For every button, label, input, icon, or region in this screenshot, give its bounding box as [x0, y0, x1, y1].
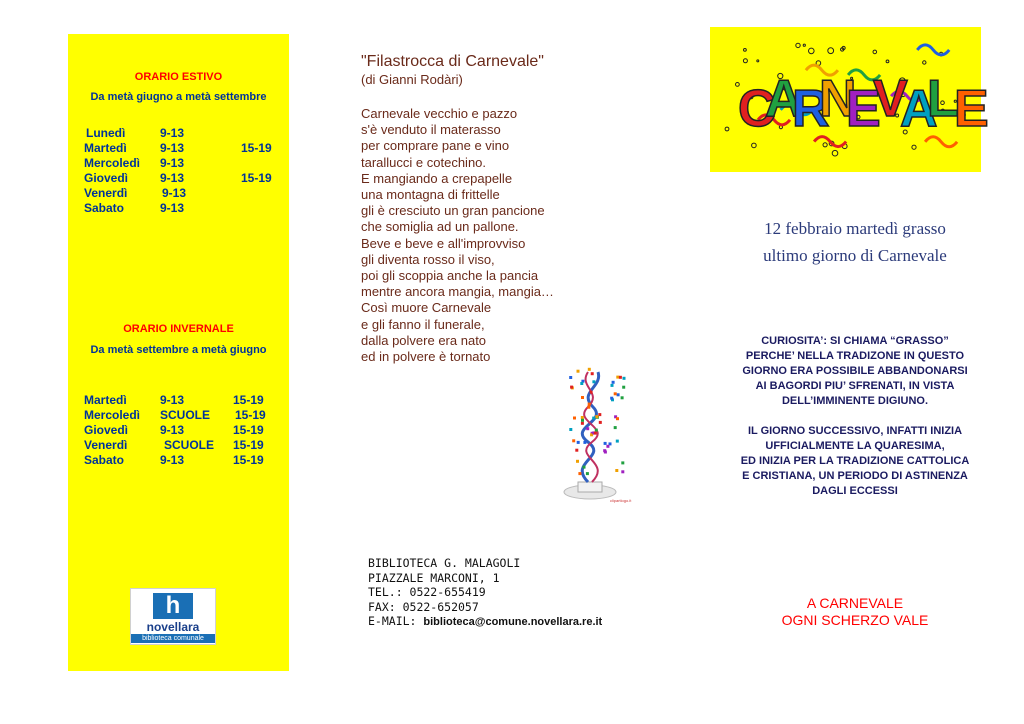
poem-line: s'è venduto il materasso — [361, 122, 501, 138]
confetti-piece — [586, 472, 589, 475]
poem-line: Beve e beve e all'improvviso — [361, 235, 526, 251]
logo-mark — [153, 593, 193, 619]
banner-letter: E — [954, 80, 989, 138]
schedule-morning: 9-13 — [160, 453, 185, 467]
streamer — [925, 137, 957, 147]
confetti-piece — [616, 417, 619, 420]
confetti-ring — [886, 60, 889, 63]
confetti-piece — [572, 439, 575, 442]
logo-tagline: biblioteca comunale — [131, 634, 215, 643]
confetti-piece — [575, 449, 578, 452]
address-fax: FAX: 0522-652057 — [368, 599, 479, 614]
confetti-spiral-illustration — [548, 362, 648, 512]
confetti-piece — [577, 370, 580, 373]
schedule-day: Mercoledì — [84, 408, 141, 422]
poem-line: gli diventa rosso il viso, — [361, 251, 495, 267]
confetti-ring — [803, 44, 805, 46]
poem-line: Così muore Carnevale — [361, 300, 492, 316]
summer-schedule — [84, 126, 284, 216]
logo-mark-letter: h — [165, 592, 181, 619]
curiosity-line: AI BAGORDI PIU’ SFRENATI, IN VISTA — [755, 380, 955, 392]
confetti-piece — [570, 386, 573, 389]
motto-line-2: OGNI SCHERZO VALE — [781, 612, 929, 628]
summer-hours-title: ORARIO ESTIVO — [134, 71, 223, 83]
winter-hours-period: Da metà settembre a metà giugno — [90, 344, 267, 356]
schedule-morning: 9-13 — [160, 171, 185, 185]
schedule-morning: 9-13 — [160, 393, 185, 407]
winter-hours-title: ORARIO INVERNALE — [123, 323, 234, 335]
motto-line-1: A CARNEVALE — [806, 595, 904, 611]
confetti-ring — [743, 59, 747, 63]
curiosity-line: CURIOSITA’: SI CHIAMA “GRASSO” — [761, 335, 949, 347]
streamer — [917, 45, 949, 55]
confetti-piece — [569, 376, 572, 379]
confetti-piece — [603, 449, 606, 452]
curiosity-text — [690, 334, 1020, 409]
schedule-day: Giovedì — [84, 171, 129, 185]
confetti-ring — [923, 61, 926, 64]
banner-letter: V — [873, 70, 908, 128]
confetti-piece — [612, 381, 615, 384]
confetti-piece — [588, 368, 591, 371]
confetti-piece — [610, 397, 613, 400]
poem-author: (di Gianni Rodàri) — [361, 72, 463, 87]
curiosity-line: PERCHE’ NELLA TRADIZONE IN QUESTO — [745, 350, 965, 362]
schedule-afternoon: 15-19 — [235, 408, 266, 422]
confetti-piece — [611, 384, 614, 387]
confetti-piece — [616, 376, 619, 379]
schedule-day: Sabato — [84, 453, 125, 467]
schedule-morning: 9-13 — [160, 201, 185, 215]
opening-hours-panel — [68, 34, 289, 671]
schedule-morning: 9-13 — [162, 186, 187, 200]
poem-line: e gli fanno il funerale, — [361, 316, 485, 332]
address-phone: TEL.: 0522-655419 — [368, 585, 486, 599]
confetti-piece — [591, 372, 594, 375]
schedule-afternoon: 15-19 — [233, 423, 264, 437]
schedule-day: Mercoledì — [84, 156, 141, 170]
schedule-morning: SCUOLE — [164, 438, 215, 452]
confetti-ring — [757, 60, 759, 62]
confetti-piece — [595, 415, 598, 418]
schedule-row — [84, 126, 284, 141]
schedule-morning: 9-13 — [160, 156, 185, 170]
confetti-piece — [587, 406, 590, 409]
poem-text — [361, 106, 554, 365]
schedule-row — [84, 438, 284, 453]
schedule-afternoon: 15-19 — [241, 141, 272, 155]
schedule-row — [84, 141, 284, 156]
banner-letters — [738, 70, 989, 138]
confetti-ring — [725, 127, 729, 131]
confetti-piece — [599, 421, 602, 424]
confetti-piece — [590, 391, 593, 394]
email-label: E-MAIL: — [368, 614, 424, 628]
confetti-piece — [614, 426, 617, 429]
confetti-ring — [752, 143, 757, 148]
curiosity-line: GIORNO ERA POSSIBILE ABBANDONARSI — [742, 365, 968, 377]
confetti-piece — [617, 393, 620, 396]
confetti-piece — [592, 417, 595, 420]
carnevale-banner — [710, 27, 989, 172]
library-address — [368, 556, 602, 630]
carnevale-lettering — [710, 27, 989, 172]
confetti-ring — [744, 49, 747, 52]
poem-line: poi gli scoppia anche la pancia — [361, 268, 539, 284]
lent-line: E CRISTIANA, UN PERIODO DI ASTINENZA — [742, 470, 968, 482]
confetti-piece — [578, 472, 581, 475]
confetti-piece — [621, 470, 624, 473]
banner-letter: C — [738, 80, 776, 138]
confetti-piece — [604, 442, 607, 445]
poem-line: tarallucci e cotechino. — [361, 154, 487, 170]
schedule-day: Lunedì — [86, 126, 126, 140]
confetti-piece — [621, 396, 624, 399]
banner-letter: A — [900, 80, 938, 138]
confetti-piece — [581, 419, 584, 422]
poem-line: per comprare pane e vino — [361, 138, 510, 154]
confetti-piece — [614, 392, 617, 395]
confetti-piece — [581, 396, 584, 399]
banner-letter: L — [927, 70, 959, 128]
confetti-ring — [809, 48, 815, 54]
poem-line: dalla polvere era nato — [361, 332, 487, 348]
confetti-ring — [828, 48, 834, 54]
schedule-row — [84, 171, 284, 186]
confetti-piece — [583, 466, 586, 469]
confetti-piece — [577, 441, 580, 444]
schedule-afternoon: 15-19 — [241, 171, 272, 185]
banner-letter: E — [846, 80, 881, 138]
schedule-morning: 9-13 — [160, 141, 185, 155]
banner-letter: A — [765, 70, 803, 128]
confetti-piece — [623, 377, 626, 380]
logo-brand: novellara — [146, 620, 200, 634]
poem-line: ed in polvere è tornato — [361, 349, 491, 365]
schedule-day: Martedì — [84, 393, 127, 407]
confetti-piece — [615, 469, 618, 472]
summer-hours-period: Da metà giugno a metà settembre — [90, 91, 267, 103]
confetti-piece — [592, 380, 595, 383]
lent-line: IL GIORNO SUCCESSIVO, INFATTI INIZIA — [747, 425, 963, 437]
schedule-row — [84, 186, 284, 201]
motto — [690, 595, 1020, 629]
lent-line: UFFICIALMENTE LA QUARESIMA, — [765, 440, 945, 452]
schedule-row — [84, 423, 284, 438]
schedule-afternoon: 15-19 — [233, 393, 264, 407]
confetti-piece — [576, 460, 579, 463]
lent-text — [690, 424, 1020, 499]
poem-line: Carnevale vecchio e pazzo — [361, 106, 518, 121]
schedule-morning: 9-13 — [160, 126, 185, 140]
schedule-afternoon: 15-19 — [233, 453, 264, 467]
confetti-piece — [586, 427, 589, 430]
confetti-piece — [606, 445, 609, 448]
schedule-day: Venerdì — [84, 186, 128, 200]
schedule-day: Venerdì — [84, 438, 128, 452]
lent-line: ED INIZIA PER LA TRADIZIONE CATTOLICA — [740, 455, 970, 467]
heading-line-1: 12 febbraio martedì grasso — [764, 219, 946, 238]
confetti-piece — [622, 386, 625, 389]
confetti-piece — [598, 413, 601, 416]
confetti-piece — [581, 422, 584, 425]
poem-title: "Filastrocca di Carnevale" — [361, 53, 544, 70]
schedule-morning: SCUOLE — [160, 408, 211, 422]
poem-line: mentre ancora mangia, mangia… — [361, 284, 554, 300]
poem-line: una montagna di frittelle — [361, 187, 500, 203]
curiosity-line: DELL’IMMINENTE DIGIUNO. — [781, 395, 929, 407]
poem-line: che somiglia ad un pallone. — [361, 219, 519, 235]
illustration-credit: clipartlogo.it — [610, 498, 632, 503]
confetti-piece — [581, 416, 584, 419]
address-email-row — [368, 614, 602, 630]
novellara-library-logo — [130, 588, 216, 645]
confetti-ring — [832, 150, 838, 156]
confetti-piece — [573, 417, 576, 420]
address-name: BIBLIOTECA G. MALAGOLI — [368, 556, 521, 570]
confetti-piece — [580, 382, 583, 385]
schedule-row — [84, 408, 284, 423]
confetti-piece — [569, 428, 572, 431]
confetti-ring — [823, 143, 827, 147]
banner-letter: R — [792, 80, 830, 138]
schedule-day: Sabato — [84, 201, 125, 215]
email-link[interactable]: biblioteca@comune.novellara.re.it — [423, 616, 603, 628]
schedule-morning: 9-13 — [160, 423, 185, 437]
confetti-ring — [912, 145, 916, 149]
confetti-piece — [621, 461, 624, 464]
confetti-piece — [583, 441, 586, 444]
confetti-ring — [873, 50, 877, 54]
schedule-day: Martedì — [84, 141, 127, 155]
schedule-afternoon: 15-19 — [233, 438, 264, 452]
confetti-piece — [588, 403, 591, 406]
banner-letter: N — [819, 70, 857, 128]
address-street: PIAZZALE MARCONI, 1 — [368, 570, 500, 585]
confetti-piece — [616, 440, 619, 443]
confetti-piece — [594, 432, 597, 435]
heading-line-2: ultimo giorno di Carnevale — [763, 246, 947, 265]
poem-line: gli è cresciuto un gran pancione — [361, 203, 545, 219]
schedule-row — [84, 156, 284, 171]
schedule-day: Giovedì — [84, 423, 129, 437]
confetti-piece — [595, 429, 598, 432]
winter-schedule — [84, 393, 284, 468]
schedule-row — [84, 453, 284, 468]
lent-line: DAGLI ECCESSI — [812, 485, 898, 497]
poem-line: E mangiando a crepapelle — [361, 170, 513, 186]
confetti-ring — [796, 43, 800, 47]
schedule-row — [84, 201, 284, 216]
confetti-piece — [619, 376, 622, 379]
schedule-row — [84, 393, 284, 408]
